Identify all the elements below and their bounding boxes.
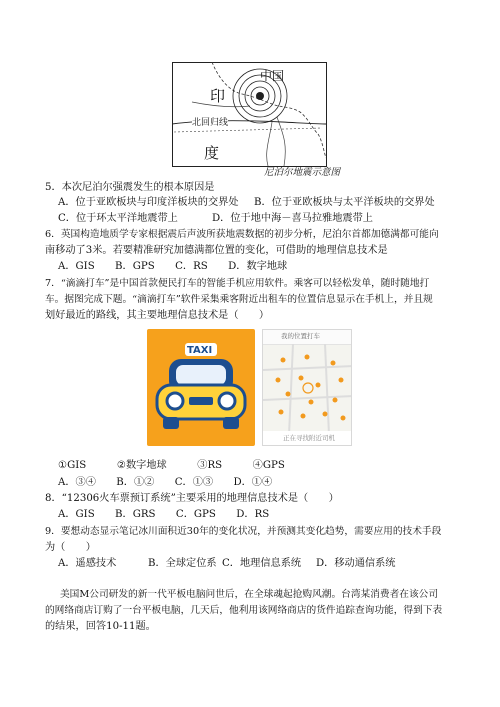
- taxi-sign: TAXI: [187, 345, 213, 356]
- q5-option-d: D．位于地中海－喜马拉雅地震带上: [212, 213, 373, 224]
- taxi-app-logo: [147, 329, 255, 446]
- map-caption: 尼泊尔地震示意图: [264, 167, 341, 178]
- q6-options: A．GIS B．GPS C．RS D．数字地球: [58, 261, 288, 272]
- q7-line3: 划好最近的路线，其主要地理信息技术是（ ）: [45, 310, 270, 321]
- q9-line1: 9．要想动态显示笔记冰川面积近30年的变化状况，并预测其变化趋势，需要应用的技术手段: [45, 526, 442, 537]
- q7-line2: 车。据图完成下题。“滴滴打车”软件采集乘客附近出租车的位置信息显示在手机上，并且规: [45, 294, 433, 305]
- map-label-india-2: 度: [204, 144, 220, 162]
- q6-line2: 南移动了3米。若要精准研究加德满都位置的变化，可借助的地理信息技术是: [45, 245, 388, 256]
- q6-line1: 6．英国构造地质学专家根据震后声波所获地震数据的初步分析，尼泊尔首都加德满都可能向: [45, 229, 439, 240]
- passage-line2: 的网络商店订购了一台平板电脑，几天后，他利用该网络商店的货件追踪查询功能，得到下表: [45, 605, 443, 616]
- app-bottom-status: 正在寻找附近司机: [283, 434, 335, 442]
- q7-line1: 7．“滴滴打车”是中国首款便民打车的智能手机应用软件。乘客可以轻松发单，随时随地打: [45, 278, 430, 289]
- map-label-china: 中国: [260, 69, 285, 83]
- q5-option-c: C．位于环太平洋地震带上: [58, 213, 178, 224]
- q8-options: A．GIS B．GRS C．GPS D．RS: [58, 509, 270, 520]
- q5-option-a: A．位于亚欧板块与印度洋板块的交界处: [58, 197, 239, 208]
- passage-line1: 美国M公司研发的新一代平板电脑问世后，在全球魂起抢购风潮。台湾某消费者在该公司: [60, 589, 439, 600]
- app-title: 我的位置打车: [281, 332, 320, 340]
- q7-options: A．③④ B．①② C．①③ D．①④: [58, 477, 273, 488]
- passage-line3: 的结果，回答10-11题。: [45, 621, 156, 632]
- app-map: [263, 330, 352, 446]
- map-label-india-1: 印: [210, 87, 226, 105]
- q9-option-b: B．全球定位系: [148, 558, 217, 569]
- q9-option-c: C．地理信息系统: [222, 558, 302, 569]
- map-label-tropic: 北回归线: [192, 118, 229, 128]
- q7-items: ①GIS ②数字地球 ③RS ④GPS: [58, 460, 285, 471]
- q9-line2: 为（ ）: [45, 542, 96, 553]
- q9-option-d: D．移动通信系统: [316, 558, 396, 569]
- q8-stem: 8．“12306火车票预订系统”主要采用的地理信息技术是（ ）: [45, 493, 339, 504]
- nepal-earthquake-map: [172, 62, 341, 180]
- didi-app-screenshot: [262, 329, 352, 446]
- q5-stem: 5．本次尼泊尔强震发生的根本原因是: [45, 182, 215, 193]
- q9-option-a: A．遥感技术: [58, 558, 117, 569]
- q5-option-b: B．位于亚欧板块与太平洋板块的交界处: [254, 197, 435, 208]
